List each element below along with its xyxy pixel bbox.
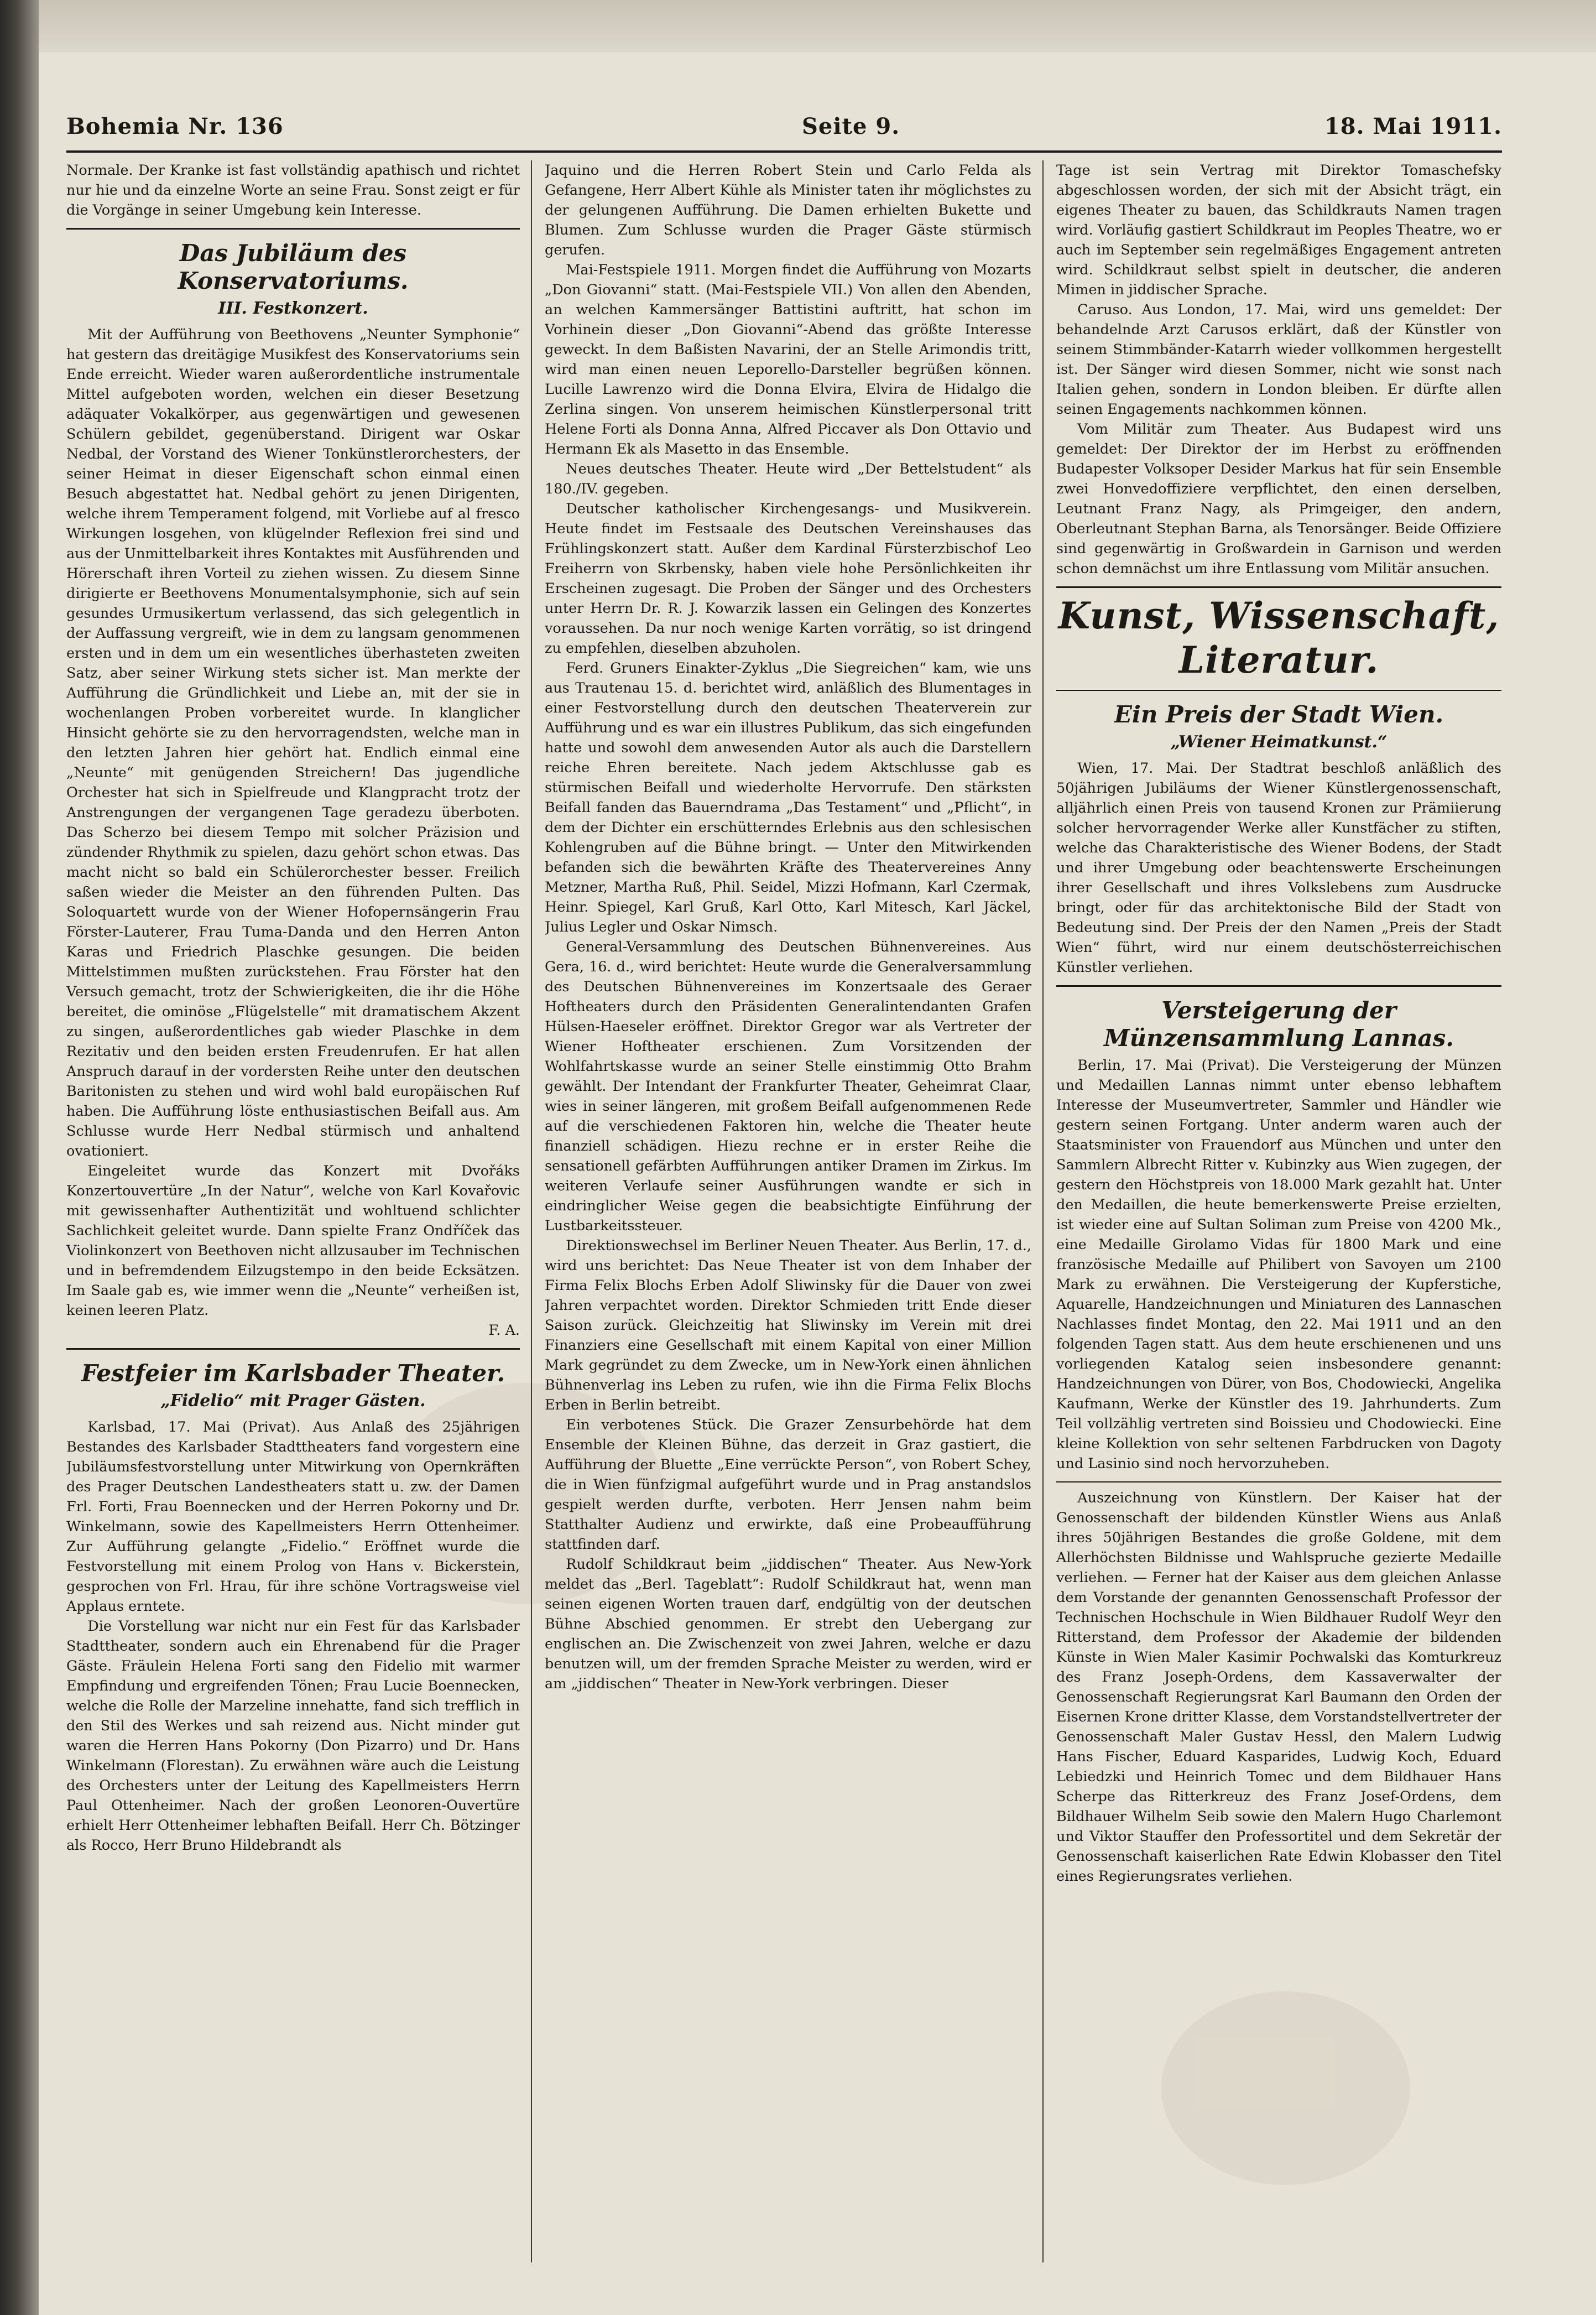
article-paragraph: Karlsbad, 17. Mai (Privat). Aus Anlaß des 25jährigen Bestandes des Karlsbader Stadttheaters fand vorgestern eine Jubiläumsfestvorstellung unter Mitwirkung von Opernkräften des Prager Deutschen Landestheaters statt u. zw. der Damen Frl. Forti, Frau Boennecken und der Herren Pokorny und Dr. Winkelmann, sowie des Kapellmeisters Herrn Ottenheimer. Zur Aufführung gelangte „Fidelio.“ Eröffnet wurde die Festvorstellung mit einem Prolog von Hans v. Bickerstein, gesprochen von Frl. Hrau, für ihre schöne Vortragsweise viel Applaus erntete. — [66, 1419, 520, 1615]
news-item-schildkraut: Rudolf Schildkraut beim „jiddischen“ Theater. Aus New-York meldet das „Berl. Tageblatt“: Rudolf Schildkraut hat, wenn man seinen eigenen Worten trauen darf, endgültig von der deutschen Bühne Abschied genommen. Er strebt den Uebergang zur englischen an. Die Zwischenzeit von zwei Jahren, welche er dazu benutzen will, um der fremden Sprache Meister zu werden, wird er am „jiddischen“ Theater in New-York verbringen. Dieser — [545, 1556, 1031, 1692]
news-item-neues-theater: Neues deutsches Theater. Heute wird „Der Bettelstudent“ als 180./IV. gegeben. — [545, 461, 1031, 497]
section-headline: Kunst, Wissenschaft, Literatur. — [1058, 594, 1500, 682]
article-paragraph: Mit der Aufführung von Beethovens „Neunter Symphonie“ hat gestern das dreitägige Musikfest des Konservatoriums sein Ende erreicht. Wieder waren außerordentliche instrumentale Mittel aufgeboten worden, welchen ein dieser Besetzung adäquater Vokalkörper, aus gegenwärtigen und gewesenen Schülern gebildet, gegenüberstand. Dirigent war Oskar Nedbal, der Vorstand des Wiener Tonkünstlerorchesters, der seiner Heimat in dieser Eigenschaft schon einmal einen Besuch abgestattet hat. Nedbal gehört zu jenen Dirigenten, welche ihrem Temperament folgend, mit Vorliebe auf al fresco Wirkungen losgehen, von klügelnder Reflexion frei sind und aus der Unmittelbarkeit ihres Kontaktes mit Ausführenden und Hörerschaft ihren Vorteil zu ziehen wissen. Zu diesem Sinne dirigierte er Beethovens Monumentalsymphonie, sich auf sein gesundes Urmusikertum verlassend, das sich gelegentlich in der Auffassung vergreift, wie in dem zu langsam genommenen ersten und in dem um ein wesentliches überhasteten zweiten Satz, aber seiner Wirkung stets sicher ist. Man merkte der Aufführung die Gründlichkeit und Liebe an, mit der sie in wochenlangen Proben vorbereitet wurde. In klanglicher Hinsicht gehörte sie zu den hervorragendsten, welche man in den letzten Jahren hier gehört hat. Endlich einmal eine „Neunte“ mit genügenden Streichern! Das jugendliche Orchester hat sich in Spielfreude und Klangpracht trotz der Anstrengungen der vergangenen Tage geradezu überboten. Das Scherzo bei diesem Tempo mit solcher Präzision und zündender Rhythmik zu spielen, dazu gehört schon etwas. Das macht nicht so bald ein Schülerorchester besser. Freilich saßen wieder die Meister an den führenden Pulten. Das Soloquartett wurde von der Wiener Hofopernsängerin Frau Förster-Lauterer, Frau Tuma-Danda und den Herren Anton Karas und Friedrich Plaschke gesungen. Die beiden Mittelstimmen mußten zurückstehen. Frau Förster hat den Versuch gemacht, trotz der Schwierigkeiten, die ihr die Höhe bereitet, die ominöse „Flügelstelle“ mit dramatischem Akzent zu singen, außerordentliches gab wieder Plaschke in dem Rezitativ und den beiden ersten Freudenrufen. Er hat allen Anspruch darauf in der vordersten Reihe unter den deutschen Baritonisten zu stehen und wird wohl bald europäischen Ruf haben. Die Aufführung löste enthusiastischen Beifall aus. Am Schlusse wurde Herr Nedbal stürmisch und anhaltend ovationiert. — [66, 326, 520, 1159]
news-item-buehnenverein: General-Versammlung des Deutschen Bühnenvereines. Aus Gera, 16. d., wird berichtet: Heute wurde die Generalversammlung des Deutschen Bühnenvereines im Konzertsaale des Geraer Hoftheaters durch den Präsidenten Generalintendanten Grafen Hülsen-Haeseler eröffnet. Direktor Gregor war als Vertreter der Wiener Hoftheater erschienen. Zum Vorsitzenden der Wohlfahrtskasse wurde an seiner Stelle einstimmig Otto Brahm gewählt. Der Intendant der Frankfurter Theater, Geheimrat Claar, wies in seiner längeren, mit großem Beifall aufgenommenen Rede auf die verschiedenen Faktoren hin, welche die Theater heute finanziell schädigen. Hiezu rechne er in erster Reihe die sensationell gefärbten Aufführungen antiker Dramen im Zirkus. Im weiteren Verlaufe seiner Ausführungen wandte er sich in eindringlicher Weise gegen die beabsichtigte Einführung der Lustbarkeitssteuer. — [545, 939, 1031, 1234]
article-paragraph: Die Vorstellung war nicht nur ein Fest für das Karlsbader Stadttheater, sondern auch ein Ehrenabend für die Prager Gäste. Fräulein Helena Forti sang den Fidelio mit warmer Empfindung und ergreifenden Tönen; Frau Lucie Boennecken, welche die Rolle der Marzeline innehatte, fand sich trefflich in den Stil des Werkes und sah reizend aus. Nicht minder gut waren die Herren Hans Pokorny (Don Pizarro) und Dr. Hans Winkelmann (Florestan). Zu erwähnen wäre auch die Leistung des Orchesters unter der Leitung des Kapellmeisters Herrn Paul Ottenheimer. Nach der großen Leonoren-Ouvertüre erhielt Herr Ottenheimer lebhaften Beifall. Herr Ch. Bötzinger als Rocco, Herr Bruno Hildebrandt als — [66, 1618, 520, 1854]
article-headline-muenzensammlung: Versteigerung der Münzensammlung Lannas. — [1104, 997, 1454, 1052]
article-headline-preis-wien: Ein Preis der Stadt Wien. — [1114, 701, 1444, 728]
page-header — [66, 108, 1502, 152]
book-binding-edge — [0, 0, 39, 2315]
article-paragraph: Wien, 17. Mai. Der Stadtrat beschloß anläßlich des 50jährigen Jubiläums der Wiener Künstlergenossenschaft, alljährlich einen Preis von tausend Kronen zur Prämiierung solcher hervorragender Werke aller Kunstfächer zu stiften, welche das Charakteristische des Wiener Bodens, der Stadt und ihrer Umgebung oder beachtenswerte Erscheinungen ihrer Gesellschaft und ihres Volkslebens zum Ausdrucke bringt, oder für das architektonische Bild der Stadt von Bedeutung sind. Der Preis der den Namen „Preis der Stadt Wien“ führt, wird nur einem deutschösterreichischen Künstler verliehen. — [1056, 760, 1501, 976]
section-separator — [1056, 586, 1501, 588]
news-item-kirchengesang: Deutscher katholischer Kirchengesangs- und Musikverein. Heute findet im Festsaale des Deutschen Vereinshauses das Frühlingskonzert statt. Außer dem Kardinal Fürsterzbischof Leo Freiherrn von Skrbensky, haben viele hohe Persönlichkeiten ihr Erscheinen zugesagt. Die Proben der Sänger und des Orchesters unter Herrn Dr. R. J. Kowarzik lassen ein Gelingen des Konzertes voraussehen. Da nur noch wenige Karten vorrätig, so ist dringend zu empfehlen, dieselben abzuholen. — [545, 501, 1031, 657]
news-item-militaer: Vom Militär zum Theater. Aus Budapest wird uns gemeldet: Der Direktor der im Herbst zu eröffnenden Budapester Volksoper Desider Markus hat für sein Ensemble zwei Honvedoffiziere verpflichtet, den einen derselben, Leutnant Franz Nagy, als Primgeiger, den andern, Oberleutnant Stephan Barna, als Tenorsänger. Beide Offiziere sind gegenwärtig in Großwardein in Garnison und werden schon demnächst um ihre Entlassung vom Militär ansuchen. — [1056, 421, 1501, 577]
section-separator — [1056, 690, 1501, 691]
article-separator — [1056, 1481, 1501, 1482]
column-2 — [545, 160, 1031, 2262]
news-item-direktionswechsel: Direktionswechsel im Berliner Neuen Theater. Aus Berlin, 17. d., wird uns berichtet: Das Neue Theater ist von dem Inhaber der Firma Felix Blochs Erben Adolf Sliwinsky für die Dauer von zwei Jahren verpachtet worden. Direktor Schmieden tritt Ende dieser Saison zurück. Gleichzeitig hat Sliwinsky im Verein mit drei Finanziers eine Gesellschaft mit einem Kapital von einer Million Mark gegründet zu dem Zwecke, um in New-York einen ähnlichen Bühnenverlag ins Leben zu rufen, wie ihn die Firma Felix Blochs Erben in Berlin betreibt. — [545, 1237, 1031, 1413]
header-rule — [66, 150, 1502, 153]
article-separator — [66, 1348, 520, 1350]
page-top-edge — [39, 0, 1596, 53]
article-subheadline-festkonzert: III. Festkonzert. — [218, 299, 368, 318]
article-signature: F. A. — [488, 1322, 520, 1339]
article-headline-konservatorium: Das Jubiläum des Konservatoriums. — [178, 240, 409, 294]
news-item-verbotenes-stueck: Ein verbotenes Stück. Die Grazer Zensurbehörde hat dem Ensemble der Kleinen Bühne, das derzeit in Graz gastiert, die Aufführung der Bluette „Eine verrückte Person“, von Robert Schey, die in Wien fünfzigmal aufgeführt wurde und in Prag anstandslos gespielt werden durfte, verboten. Herr Jensen nahm beim Statthalter Audienz und erwirkte, daß eine Probeaufführung stattfinden darf. — [545, 1417, 1031, 1553]
column-rule — [1042, 160, 1044, 2262]
article-separator — [66, 228, 520, 230]
column-rule — [531, 160, 532, 2262]
article-subheadline-heimatkunst: „Wiener Heimatkunst.“ — [1170, 732, 1388, 752]
article-subheadline-fidelio: „Fidelio“ mit Prager Gästen. — [160, 1391, 426, 1411]
news-item-auszeichnung: Auszeichnung von Künstlern. Der Kaiser hat der Genossenschaft der bildenden Künstler Wiens aus Anlaß ihres 50jährigen Bestandes die große Goldene, mit dem Allerhöchsten Bildnisse und Wahlspruche gezierte Medaille verliehen. — Ferner hat der Kaiser aus dem gleichen Anlasse dem Vorstande der genannten Genossenschaft Professor der Technischen Hochschule in Wien Bildhauer Rudolf Weyr den Ritterstand, dem Professor der Akademie der bildenden Künste in Wien Maler Kasimir Pochwalski das Komturkreuz des Franz Joseph-Ordens, dem Kassaverwalter der Genossenschaft Regierungsrat Karl Baumann den Orden der Eisernen Krone dritter Klasse, dem Vorstandstellvertreter der Genossenschaft Maler Gustav Hessl, den Malern Ludwig Hans Fischer, Eduard Kasparides, Ludwig Koch, Eduard Lebiedzki und Heinrich Tomec und dem Bildhauer Hans Scherpe das Ritterkreuz des Franz Josef-Ordens, dem Bildhauer Wilhelm Seib sowie den Malern Hugo Charlemont und Viktor Stauffer den Professortitel und dem Sekretär der Genossenschaft kaiserlichen Rate Edwin Klobasser den Titel eines Regierungsrates verliehen. — [1056, 1490, 1501, 1885]
header-page-number: Seite 9. — [802, 113, 900, 139]
article-continuation: Normale. Der Kranke ist fast vollständig apathisch und richtet nur hie und da einzelne Worte an seine Frau. Sonst zeigt er für die Vorgänge in seiner Umgebung kein Interesse. — [66, 162, 520, 219]
article-headline-karlsbad: Festfeier im Karlsbader Theater. — [81, 1360, 505, 1387]
header-publication: Bohemia Nr. 136 — [66, 113, 284, 139]
article-paragraph: Berlin, 17. Mai (Privat). Die Versteigerung der Münzen und Medaillen Lannas nimmt unter ebenso lebhaftem Interesse der Museumvertreter, Sammler und Händler wie gestern seinen Fortgang. Unter anderm waren auch der Staatsminister von Frauendorf aus München und unter den Sammlern Albrecht Ritter v. Kubinzky aus Wien zugegen, der gestern den Höchstpreis von 18.000 Mark gezahlt hat. Unter den Medaillen, die heute bemerkenswerte Preise erzielten, ist wieder eine auf Sultan Soliman zum Preise von 4200 Mk., eine Medaille Girolamo Vidas für 1800 Mark und eine französische Medaille auf Philibert von Savoyen um 2100 Mark zu erwähnen. Die Versteigerung der Kupferstiche, Aquarelle, Handzeichnungen und Miniaturen des Lannaschen Nachlasses findet Montag, den 22. Mai 1911 und an den folgenden Tagen statt. Aus dem heute erschienenen und uns vorliegenden Katalog seien insbesondere genannt: Handzeichnungen von Dürer, von Bos, Chodowiecki, Angelika Kaufmann, Werke der Künstler des 19. Jahrhunderts. Zum Teil vollzählig vertreten sind Boissieu und Chodowiecki. Eine kleine Kollektion von sehr seltenen Farbdrucken von Dagoty und Lasinio sind noch hervorzuheben. — [1056, 1057, 1501, 1472]
header-date: 18. Mai 1911. — [1324, 113, 1502, 139]
article-paragraph: Eingeleitet wurde das Konzert mit Dvořáks Konzertouvertüre „In der Natur“, welche von Karl Kovařovic mit gewissenhafter Authentizität und wohltuend schlichter Sachlichkeit geleitet wurde. Dann spielte Franz Ondříček das Violinkonzert von Beethoven nicht allzusauber im Technischen und in befremdendem Eilzugstempo in den beide Ecksätzen. Im Saale gab es, wie immer wenn die „Neunte“ verheißen ist, keinen leeren Platz. — [66, 1163, 520, 1319]
news-item-caruso: Caruso. Aus London, 17. Mai, wird uns gemeldet: Der behandelnde Arzt Carusos erklärt, daß der Künstler von seinem Stimmbänder-Katarrh wieder vollkommen hergestellt ist. Der Sänger wird diesen Sommer, nicht wie sonst nach Italien gehen, sondern in London bleiben. Er dürfte allen seinen Engagements nachkommen können. — [1056, 301, 1501, 418]
article-separator — [1056, 985, 1501, 987]
article-continuation: Tage ist sein Vertrag mit Direktor Tomaschefsky abgeschlossen worden, der sich mit der Absicht trägt, ein eigenes Theater zu bauen, das Schildkrauts Namen tragen wird. Vorläufig gastiert Schildkraut im Peoples Theatre, wo er auch im September sein regelmäßiges Engagement antreten wird. Schildkraut selbst spielt in deutscher, die anderen Mimen in jiddischer Sprache. — [1056, 162, 1501, 298]
news-item-mai-festspiele: Mai-Festspiele 1911. Morgen findet die Aufführung von Mozarts „Don Giovanni“ statt. (Mai-Festspiele VII.) Von allen den Abenden, an welchen Kammersänger Battistini auftritt, hat schon im Vorhinein dieser „Don Giovanni“-Abend das größte Interesse geweckt. In dem Baßisten Navarini, der an Stelle Arimondis tritt, wird man einen neuen Leporello-Darsteller begrüßen können. Lucille Lawrenzo wird die Donna Elvira, Elvira de Hidalgo die Zerlina singen. Von unserem heimischen Künstlerpersonal tritt Helene Forti als Donna Anna, Alfred Piccaver als Don Ottavio und Hermann Ek als Masetto in das Ensemble. — [545, 262, 1031, 457]
column-3 — [1056, 160, 1501, 2262]
news-item-gruner: Ferd. Gruners Einakter-Zyklus „Die Siegreichen“ kam, wie uns aus Trautenau 15. d. berichtet wird, anläßlich des Blumentages in einer Festvorstellung durch den deutschen Theaterverein zur Aufführung und es war ein illustres Publikum, das sich eingefunden hatte und sowohl dem anwesenden Autor als auch die Darstellern reiche Ehren bereitete. Nach jedem Aktschlusse gab es stürmischen Beifall und wiederholte Hervorrufe. Den stärksten Beifall fanden das Bauerndrama „Das Testament“ und „Pflicht“, in dem der Dichter ein erschütterndes Erlebnis aus den schlesischen Kohlengruben auf die Bühne bringt. — Unter den Mitwirkenden befanden sich die bewährten Kräfte des Theatervereines Anny Metzner, Martha Ruß, Phil. Seidel, Mizzi Hofmann, Karl Czermak, Heinr. Spiegel, Karl Gruß, Karl Otto, Karl Mitesch, Karl Jäckel, Julius Legler und Oskar Nimsch. — [545, 660, 1031, 935]
column-1 — [66, 160, 520, 2262]
article-continuation: Jaquino und die Herren Robert Stein und Carlo Felda als Gefangene, Herr Albert Kühle als Minister taten ihr möglichstes zu der gelungenen Aufführung. Die Damen erhielten Bukette und Blumen. Zum Schlusse wurden die Prager Gäste stürmisch gerufen. — [545, 162, 1031, 258]
